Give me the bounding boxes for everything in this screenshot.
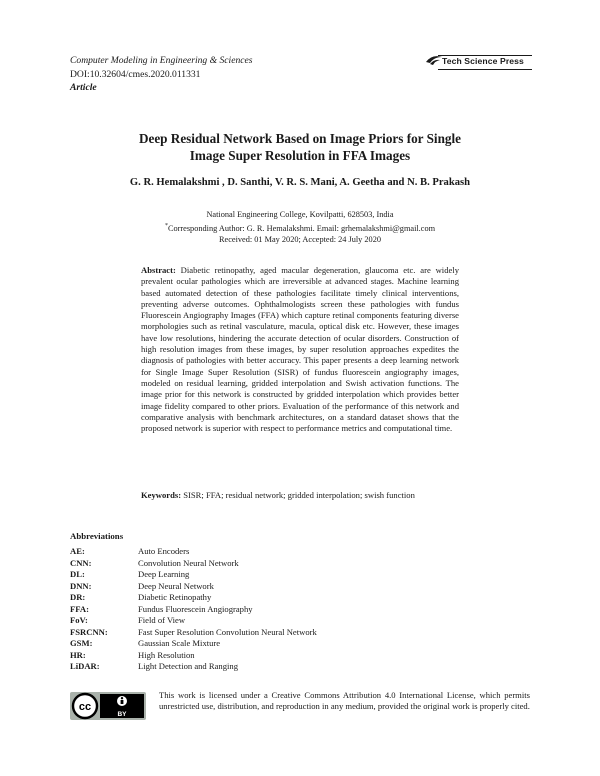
journal-header [70, 54, 253, 95]
institution: National Engineering College, Kovilpatti, 628503, India [206, 210, 394, 219]
abbreviation-value: Deep Learning [138, 569, 190, 579]
abbreviation-key: FSRCNN: [70, 626, 108, 637]
abbreviation-value: Convolution Neural Network [138, 557, 239, 568]
abbreviation-key: AE: [70, 546, 85, 556]
abbreviation-row [70, 615, 490, 627]
abstract [141, 265, 459, 434]
abbreviation-key: HR: [70, 649, 86, 660]
abbreviation-key: FoV: [70, 615, 88, 625]
paper-title [90, 131, 510, 164]
abbreviation-value: Gaussian Scale Mixture [138, 638, 221, 648]
affiliation-block [120, 209, 480, 245]
abbreviation-row [70, 604, 490, 616]
abbreviation-value: Field of View [138, 615, 186, 625]
abbreviation-key: LiDAR: [70, 661, 100, 671]
abbreviation-value: Fundus Fluorescein Angiography [138, 603, 253, 614]
title-line-2: Image Super Resolution in FFA Images [189, 147, 411, 163]
abbreviation-row [70, 627, 490, 639]
title-line-1: Deep Residual Network Based on Image Priors for Single [138, 131, 462, 146]
license-text: This work is licensed under a Creative Commons Attribution 4.0 International License, which permits unrestricted use, distribution, and reproduction in any medium, provided the original work is properly cited. [159, 690, 530, 712]
by-text: BY [117, 711, 127, 718]
abstract-text: Diabetic retinopathy, aged macular degeneration, glaucoma etc. are widely prevalent ocular pathologies which are irreversible at advanced stages. Machine learning based automated detection of these pathologies facilitate timely clinical interventions, preventing adverse outcomes. Ophthalmologists screen these pathologies with fundus Fluorescein Angiography Images (FFA) which capture retinal components featuring diverse morphologies such as retinal vasculature, macula, optical disk etc. However, these images have low resolutions, hindering the accurate detection of ocular disorders. Construction of high resolution images from these images, by super resolution approaches expedites the diagnosis of pathologies with better accuracy. This paper presents a deep learning network for Single Image Super Resolution (SISR) of fundus fluorescein angiography images, modeled on residual learning, gridded interpolation and Swish activation functions. The image prior for this network is constructed by gridded interpolation which provides better image fidelity compared to other priors. Evaluation of the performance of this network and comparative analysis with benchmark architectures, on a standard dataset shows that the proposed network is superior with respect to performance metrics and computational time. [141, 265, 459, 434]
abbreviation-value: Auto Encoders [138, 546, 190, 556]
abbreviation-key: GSM: [70, 638, 93, 648]
abbreviation-row [70, 546, 490, 558]
received-accepted-dates: Received: 01 May 2020; Accepted: 24 July 2020 [219, 234, 381, 244]
corresponding-author [120, 221, 480, 234]
abbreviations-list [70, 546, 490, 673]
abbreviation-row [70, 558, 490, 570]
keywords-label: Keywords: [141, 490, 182, 500]
abbreviation-row [70, 592, 490, 604]
abbreviation-key: DNN: [70, 580, 92, 591]
publisher-logo [424, 51, 532, 69]
doi: DOI:10.32604/cmes.2020.011331 [70, 68, 201, 80]
abbreviation-row [70, 661, 490, 673]
abbreviation-key: CNN: [70, 557, 92, 568]
abbreviations-heading: Abbreviations [70, 531, 124, 541]
abbreviation-key: DL: [70, 569, 85, 579]
article-type: Article [70, 82, 97, 93]
abstract-label: Abstract: [141, 265, 176, 275]
abbreviation-value: Fast Super Resolution Convolution Neural Network [138, 626, 317, 637]
abbreviation-value: Deep Neural Network [138, 580, 214, 591]
abbreviation-key: FFA: [70, 603, 89, 614]
corresponding-mark: * [164, 222, 168, 229]
abbreviation-row [70, 581, 490, 593]
keywords-text: SISR; FFA; residual network; gridded interpolation; swish function [183, 490, 415, 500]
abbreviation-key: DR: [70, 592, 86, 602]
abbreviation-row [70, 569, 490, 581]
abbreviation-value: Light Detection and Ranging [138, 661, 238, 671]
journal-name: Computer Modeling in Engineering & Sciences [70, 55, 253, 66]
license-block [70, 690, 530, 726]
abbreviation-value: Diabetic Retinopathy [138, 592, 212, 602]
abbreviation-row [70, 638, 490, 650]
logo-text: Tech Science Press [442, 56, 524, 66]
abbreviation-value: High Resolution [138, 649, 195, 660]
keywords [141, 490, 459, 501]
abbreviation-row [70, 650, 490, 662]
author-list: G. R. Hemalakshmi , D. Santhi, V. R. S. Mani, A. Geetha and N. B. Prakash [129, 177, 471, 188]
cc-text: cc [78, 701, 92, 713]
cc-by-badge-icon[interactable] [70, 692, 146, 720]
corresponding-text: Corresponding Author: G. R. Hemalakshmi. Email: grhemalakshmi@gmail.com [167, 223, 436, 233]
